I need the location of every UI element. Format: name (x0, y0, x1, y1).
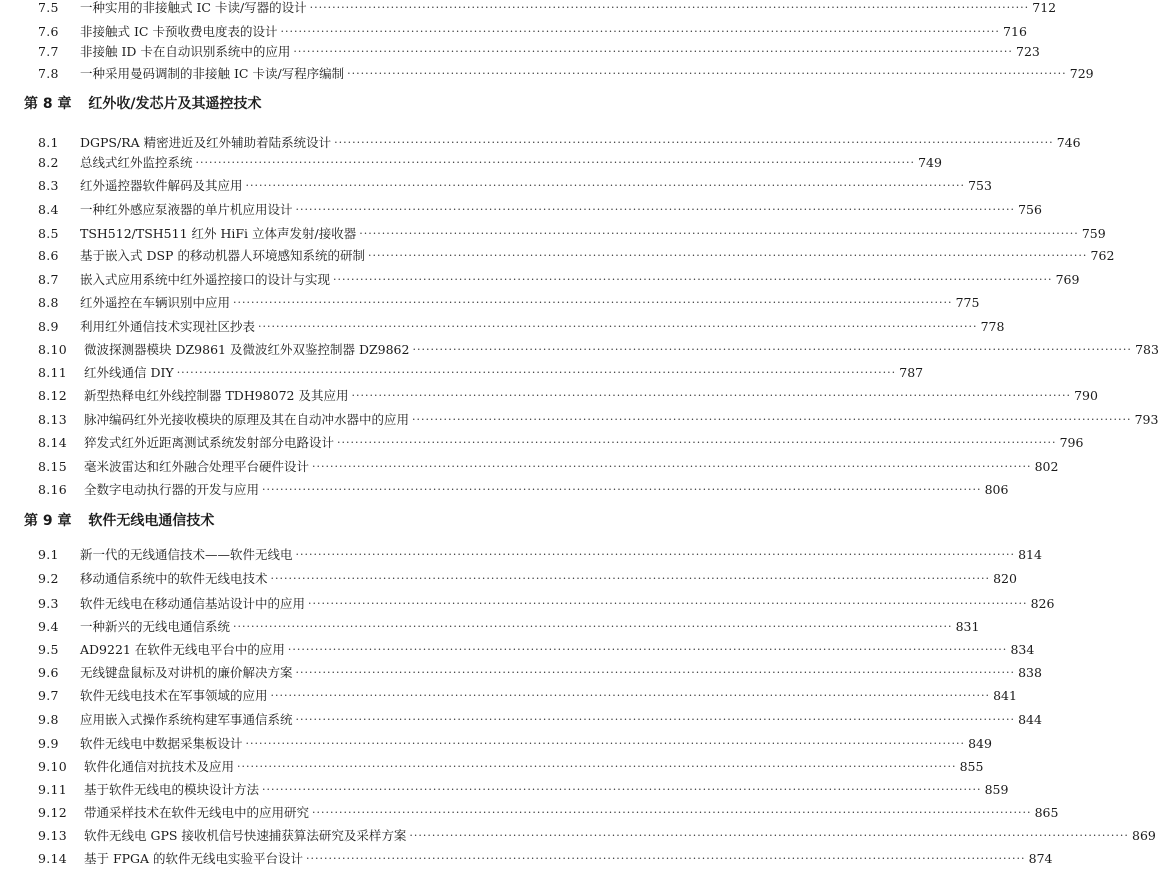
dot-leader (246, 734, 965, 754)
toc-entry (38, 22, 1027, 42)
entry-number: 9.9 (38, 736, 59, 751)
toc-entry (38, 826, 1156, 846)
dot-leader (312, 457, 1031, 477)
entry-number: 8.2 (38, 155, 59, 170)
entry-title: 非接触式 IC 卡预收费电度表的设计 (80, 24, 278, 39)
toc-entry (38, 757, 984, 777)
entry-title: 软件化通信对抗技术及应用 (84, 759, 235, 774)
toc-entry (38, 734, 992, 754)
entry-page: 769 (1055, 272, 1080, 287)
chapter-heading (24, 92, 262, 116)
entry-page: 874 (1028, 851, 1053, 866)
entry-page: 787 (899, 365, 924, 380)
toc-entry (38, 64, 1094, 84)
dot-leader (310, 0, 1029, 18)
entry-number: 9.4 (38, 619, 59, 634)
entry-number: 9.13 (38, 828, 68, 843)
entry-title: AD9221 在软件无线电平台中的应用 (80, 642, 285, 657)
entry-title: 带通采样技术在软件无线电中的应用研究 (84, 805, 310, 820)
entry-page: 723 (1016, 44, 1040, 59)
entry-page: 753 (968, 178, 992, 193)
entry-title: 新型热释电红外线控制器 TDH98072 及其应用 (84, 388, 349, 403)
entry-number: 7.8 (38, 66, 59, 81)
entry-number: 9.7 (38, 688, 59, 703)
dot-leader (334, 133, 1053, 153)
toc-entry (38, 640, 1035, 660)
toc-entry (38, 617, 980, 637)
toc-entry (38, 293, 980, 313)
dot-leader (262, 480, 981, 500)
entry-page: 838 (1018, 665, 1042, 680)
entry-page: 783 (1135, 342, 1159, 357)
entry-page: 826 (1030, 596, 1055, 611)
entry-title: 移动通信系统中的软件无线电技术 (80, 571, 268, 586)
toc-entry (38, 663, 1042, 683)
dot-leader (409, 826, 1128, 846)
toc-entry (38, 363, 924, 383)
dot-leader (412, 340, 1131, 360)
entry-title: 软件无线电中数据采集板设计 (80, 736, 243, 751)
entry-title: 非接触 ID 卡在自动识别系统中的应用 (80, 44, 291, 59)
toc-entry (38, 545, 1042, 565)
entry-title: 软件无线电技术在军事领域的应用 (80, 688, 268, 703)
entry-number: 8.9 (38, 319, 59, 334)
entry-page: 793 (1134, 412, 1159, 427)
entry-page: 844 (1018, 712, 1042, 727)
entry-page: 749 (918, 155, 942, 170)
entry-title: 软件无线电在移动通信基站设计中的应用 (80, 596, 306, 611)
dot-leader (312, 803, 1031, 823)
entry-title: 一种采用曼码调制的非接触 IC 卡读/写程序编制 (80, 66, 345, 81)
entry-page: 775 (955, 295, 980, 310)
entry-title: 一种新兴的无线电通信系统 (80, 619, 231, 634)
dot-leader (196, 153, 915, 173)
dot-leader (359, 224, 1078, 244)
dot-leader (347, 64, 1066, 84)
entry-number: 8.12 (38, 388, 68, 403)
toc-entry (38, 0, 1057, 18)
dot-leader (412, 410, 1131, 430)
entry-page: 820 (993, 571, 1017, 586)
entry-page: 746 (1056, 135, 1081, 150)
dot-leader (333, 270, 1052, 290)
dot-leader (237, 757, 956, 777)
dot-leader (337, 433, 1056, 453)
entry-number: 7.5 (38, 0, 59, 15)
dot-leader (262, 780, 981, 800)
entry-number: 9.5 (38, 642, 59, 657)
entry-title: 新一代的无线通信技术——软件无线电 (80, 547, 293, 562)
entry-title: 基于软件无线电的模块设计方法 (84, 782, 260, 797)
entry-title: 猝发式红外近距离测试系统发射部分电路设计 (84, 435, 335, 450)
dot-leader (258, 317, 977, 337)
entry-title: 总线式红外监控系统 (80, 155, 193, 170)
entry-number: 8.15 (38, 459, 68, 474)
toc-entry (38, 246, 1115, 266)
dot-leader (308, 594, 1027, 614)
entry-page: 759 (1081, 226, 1106, 241)
toc-entry (38, 317, 1005, 337)
toc-entry (38, 153, 942, 173)
dot-leader (246, 176, 965, 196)
toc-entry (38, 42, 1040, 62)
entry-title: TSH512/TSH511 红外 HiFi 立体声发射/接收器 (80, 226, 357, 241)
toc-entry (38, 480, 1009, 500)
entry-title: 毫米波雷达和红外融合处理平台硬件设计 (84, 459, 310, 474)
entry-title: 一种实用的非接触式 IC 卡读/写器的设计 (80, 0, 307, 15)
dot-leader (351, 386, 1070, 406)
entry-number: 9.1 (38, 547, 59, 562)
entry-title: 利用红外通信技术实现社区抄表 (80, 319, 256, 334)
entry-page: 814 (1018, 547, 1042, 562)
dot-leader (271, 569, 990, 589)
entry-page: 806 (984, 482, 1009, 497)
dot-leader (280, 22, 999, 42)
entry-title: 一种红外感应泵液器的单片机应用设计 (80, 202, 293, 217)
entry-number: 8.16 (38, 482, 68, 497)
toc-entry (38, 457, 1059, 477)
entry-title: DGPS/RA 精密进近及红外辅助着陆系统设计 (80, 135, 332, 150)
dot-leader (288, 640, 1007, 660)
toc-entry (38, 340, 1159, 360)
entry-title: 基于嵌入式 DSP 的移动机器人环境感知系统的研制 (80, 248, 365, 263)
dot-leader (177, 363, 896, 383)
entry-page: 865 (1034, 805, 1059, 820)
toc-entry (38, 803, 1059, 823)
toc-entry (38, 386, 1098, 406)
dot-leader (233, 293, 952, 313)
entry-title: 嵌入式应用系统中红外遥控接口的设计与实现 (80, 272, 331, 287)
toc-entry (38, 224, 1106, 244)
entry-number: 9.8 (38, 712, 59, 727)
entry-title: 全数字电动执行器的开发与应用 (84, 482, 260, 497)
dot-leader (306, 849, 1025, 869)
toc-entry (38, 200, 1042, 220)
entry-title: 红外遥控器软件解码及其应用 (80, 178, 243, 193)
entry-page: 756 (1018, 202, 1042, 217)
entry-number: 7.6 (38, 24, 59, 39)
entry-number: 8.4 (38, 202, 59, 217)
entry-number: 8.10 (38, 342, 68, 357)
entry-number: 9.12 (38, 805, 68, 820)
entry-title: 脉冲编码红外光接收模块的原理及其在自动冲水器中的应用 (84, 412, 410, 427)
entry-title: 无线键盘鼠标及对讲机的廉价解决方案 (80, 665, 293, 680)
dot-leader (271, 686, 990, 706)
entry-page: 796 (1059, 435, 1084, 450)
entry-number: 8.14 (38, 435, 68, 450)
chapter-title: 软件无线电通信技术 (88, 513, 215, 529)
entry-number: 9.14 (38, 851, 68, 866)
toc-entry (38, 176, 992, 196)
dot-leader (293, 42, 1012, 62)
entry-number: 8.11 (38, 365, 68, 380)
entry-number: 9.2 (38, 571, 59, 586)
entry-number: 8.5 (38, 226, 59, 241)
dot-leader (368, 246, 1087, 266)
entry-number: 9.3 (38, 596, 59, 611)
toc-entry (38, 710, 1042, 730)
chapter-title: 红外收/发芯片及其遥控技术 (88, 96, 262, 112)
entry-number: 9.10 (38, 759, 68, 774)
entry-page: 802 (1034, 459, 1059, 474)
toc-entry (38, 780, 1009, 800)
toc-entry (38, 133, 1081, 153)
entry-number: 7.7 (38, 44, 59, 59)
toc-entry (38, 594, 1055, 614)
entry-number: 8.6 (38, 248, 59, 263)
entry-page: 841 (993, 688, 1017, 703)
chapter-heading (24, 509, 214, 533)
entry-title: 红外遥控在车辆识别中应用 (80, 295, 231, 310)
toc-entry (38, 849, 1053, 869)
toc-entry (38, 686, 1017, 706)
entry-page: 831 (955, 619, 980, 634)
entry-number: 8.7 (38, 272, 59, 287)
entry-page: 729 (1069, 66, 1094, 81)
entry-page: 834 (1010, 642, 1035, 657)
toc-entry (38, 433, 1084, 453)
dot-leader (296, 710, 1015, 730)
entry-page: 849 (968, 736, 992, 751)
entry-title: 基于 FPGA 的软件无线电实验平台设计 (84, 851, 304, 866)
entry-page: 712 (1032, 0, 1057, 15)
dot-leader (296, 545, 1015, 565)
entry-page: 778 (980, 319, 1005, 334)
entry-page: 869 (1132, 828, 1156, 843)
dot-leader (296, 663, 1015, 683)
entry-title: 红外线通信 DIY (84, 365, 174, 380)
entry-number: 8.13 (38, 412, 68, 427)
entry-page: 790 (1074, 388, 1098, 403)
chapter-number: 第 9 章 (24, 513, 72, 529)
toc-entry (38, 410, 1159, 430)
dot-leader (296, 200, 1015, 220)
entry-title: 微波探测器模块 DZ9861 及微波红外双鉴控制器 DZ9862 (84, 342, 410, 357)
entry-number: 8.8 (38, 295, 59, 310)
entry-number: 9.6 (38, 665, 59, 680)
entry-page: 859 (984, 782, 1009, 797)
toc-entry (38, 270, 1080, 290)
entry-number: 8.1 (38, 135, 59, 150)
dot-leader (233, 617, 952, 637)
entry-number: 8.3 (38, 178, 59, 193)
entry-title: 软件无线电 GPS 接收机信号快速捕获算法研究及采样方案 (84, 828, 407, 843)
entry-title: 应用嵌入式操作系统构建军事通信系统 (80, 712, 293, 727)
chapter-number: 第 8 章 (24, 96, 72, 112)
entry-page: 716 (1003, 24, 1027, 39)
entry-number: 9.11 (38, 782, 68, 797)
entry-page: 762 (1090, 248, 1115, 263)
entry-page: 855 (959, 759, 984, 774)
toc-entry (38, 569, 1017, 589)
